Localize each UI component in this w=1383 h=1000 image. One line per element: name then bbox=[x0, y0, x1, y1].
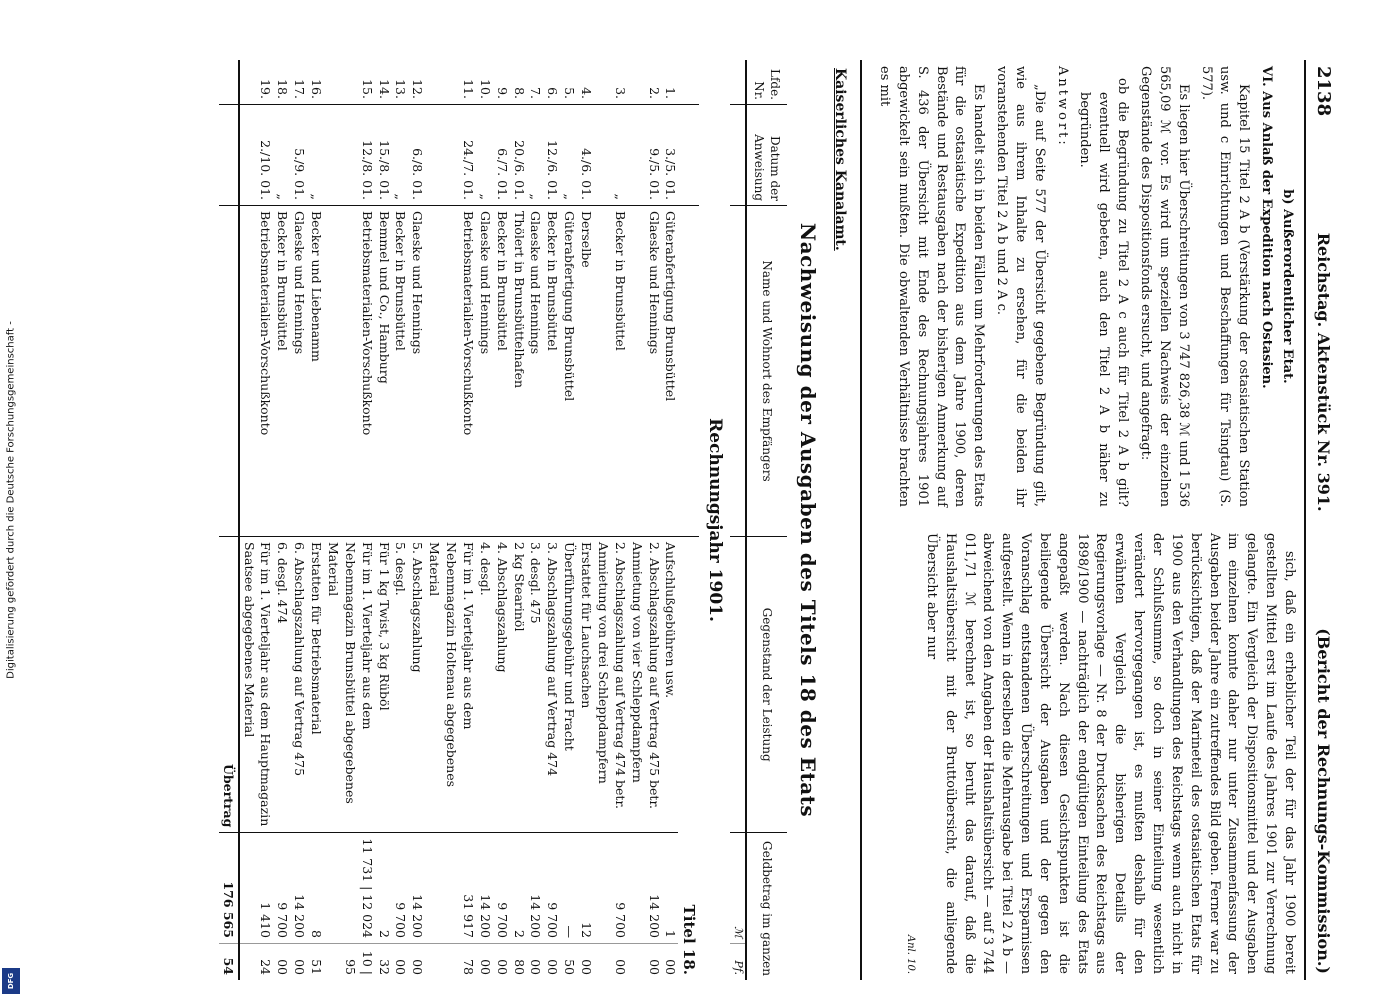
row-number: 19. bbox=[258, 79, 274, 99]
row-object: Erstatten für Betriebsmaterial bbox=[307, 537, 324, 833]
row-recipient: Glaeske und Hennings bbox=[527, 206, 544, 537]
row-number: 10. bbox=[477, 79, 493, 99]
section-title: b) Außerordentlicher Etat. bbox=[1279, 189, 1295, 384]
table-row bbox=[510, 60, 527, 980]
answer-label: Antwort: bbox=[1054, 66, 1070, 148]
row-recipient: Betriebsmaterialien-Vorschußkonto bbox=[324, 206, 375, 537]
question: ob die Begründung zu Titel 2 A c auch für Titel 2 A b gilt? eventuell wird gebeten, auch den Titel 2 A b näher zu begründen. bbox=[1077, 78, 1131, 507]
table-row bbox=[375, 60, 392, 980]
row-recipient: Betriebsmaterialien-Vorschußkonto bbox=[239, 206, 274, 537]
row-date: 24./7. 01. bbox=[425, 105, 476, 206]
table-row bbox=[408, 60, 425, 980]
row-date: „ bbox=[527, 105, 544, 206]
row-pfennig: 00 bbox=[527, 944, 544, 981]
sidebar bbox=[0, 0, 22, 1000]
row-pfennig: 00 bbox=[392, 944, 409, 981]
row-number: 3. bbox=[612, 87, 628, 99]
row-number: 1. bbox=[663, 87, 679, 99]
row-object: 6. desgl. 474 bbox=[273, 537, 290, 833]
row-pfennig: 24 bbox=[239, 944, 274, 981]
row-date: „ bbox=[392, 105, 409, 206]
margin-note: Anl. 10. bbox=[905, 934, 917, 974]
text-columns bbox=[860, 60, 1304, 980]
table-row bbox=[290, 60, 307, 980]
row-amount: 31 917 bbox=[425, 833, 476, 944]
row-recipient: Güterabfertigung Brunsbüttel bbox=[560, 206, 577, 537]
table-row bbox=[425, 60, 476, 980]
table-body bbox=[239, 60, 746, 980]
table-row bbox=[527, 60, 544, 980]
row-recipient: Becker und Liebenamm bbox=[307, 206, 324, 537]
row-number: 2. bbox=[646, 87, 662, 99]
row-number: 6. bbox=[545, 87, 561, 99]
row-pfennig: 00 bbox=[493, 944, 510, 981]
header-subtitle: (Bericht der Rechnungs-Kommission.) bbox=[1314, 628, 1333, 974]
authority-heading: Kaiserliches Kanalamt. bbox=[832, 68, 849, 251]
row-number: 5. bbox=[562, 87, 578, 99]
paragraph: „Die auf Seite 577 der Übersicht gegebene Begründung gilt, wie aus ihrem Inhalte zu ersehen, für die beiden ihr voranstehenden Titel 2 A b und 2 A c. bbox=[994, 66, 1047, 507]
page-header bbox=[1304, 60, 1340, 980]
total-amount: 176 565 bbox=[219, 833, 239, 944]
row-amount: 2 bbox=[510, 833, 527, 944]
total-pf: 54 bbox=[219, 944, 239, 981]
row-pfennig: 00 bbox=[290, 944, 307, 981]
row-date: 6./7. 01. bbox=[493, 105, 510, 206]
row-number: 14. bbox=[376, 79, 392, 99]
row-date: „ bbox=[560, 105, 577, 206]
page-number: 2138 bbox=[1313, 66, 1334, 117]
row-object: Erstattet für Lauchsachen bbox=[577, 537, 594, 833]
row-amount: 14 200 bbox=[408, 833, 425, 944]
row-pfennig: 50 bbox=[560, 944, 577, 981]
row-amount: 9 700 bbox=[392, 833, 409, 944]
row-recipient: Derselbe bbox=[577, 206, 594, 537]
row-date: 4./6. 01. bbox=[577, 105, 594, 206]
col-header-nr: Lfde. Nr. bbox=[746, 60, 787, 105]
paragraph: sich, daß ein erheblicher Teil der für das Jahr 1900 bereit gestellten Mittel erst im Laufe des Jahres 1901 zur Verrechnung gelangte. Ein Vergleich der Dispositionsmittel und der Ausgaben im einzelnen konnte daher nur unter Zusammenfassung der Ausgaben beider Jahre ein zutreffendes Bild geben. Ferner war zu berücksichtigen, daß der Marineteil des ostasiatischen Etats für 1900 aus den Verhandlungen des Reichstags wenn auch nicht in der Schlußsumme, so doch in seiner Einteilung wesentlich verändert hervorgegangen ist, es mußten deshalb für den erwähnten Vergleich die bisherigen Detaills der Regierungsvorlage — Nr. 8 der Drucksachen des Reichstags aus 1898/1900 — nachträglich der endgültigen Einteilung des Etats angepaßt werden. Nach diesen Gesichtspunkten ist die beiliegende Übersicht der Ausgaben und der gegen den Voranschlag entstandenen Überschreitungen und Ersparnissen aufgestellt. Wenn in derselben die Mehrausgabe bei Titel 2 A b — abweichend von den Angaben der Haushaltsübersicht — auf 3 744 011,71 ℳ berechnet ist, so beruht das darauf, daß die Haushaltsübersicht mit der Bruttoübersicht, die anliegende Übersicht aber nur bbox=[923, 533, 1297, 974]
row-date: „ bbox=[273, 105, 290, 206]
row-number: 7. bbox=[528, 87, 544, 99]
row-amount: 1 bbox=[662, 833, 679, 944]
row-date: 12./8. 01. bbox=[324, 105, 375, 206]
row-amount: 14 200 bbox=[290, 833, 307, 944]
row-pfennig: 10 | 95 bbox=[324, 944, 375, 981]
row-amount: 14 200 bbox=[527, 833, 544, 944]
year-label: Rechnungsjahr 1901. bbox=[704, 418, 725, 622]
row-object: 5. Abschlagszahlung bbox=[408, 537, 425, 833]
row-pfennig: 00 bbox=[662, 944, 679, 981]
row-amount: 14 200 bbox=[628, 833, 662, 944]
row-object: 3. desgl. 475 bbox=[527, 537, 544, 833]
table-row bbox=[662, 60, 679, 980]
table-row bbox=[476, 60, 493, 980]
row-number: 18. bbox=[275, 79, 291, 99]
row-date: 9./5. 01. bbox=[628, 105, 662, 206]
row-object: 4. Abschlagszahlung bbox=[493, 537, 510, 833]
row-amount: 9 700 bbox=[543, 833, 560, 944]
table-row bbox=[239, 60, 274, 980]
row-pfennig: 00 bbox=[628, 944, 662, 981]
row-number: 4. bbox=[579, 87, 595, 99]
table-row bbox=[577, 60, 594, 980]
table-title: Nachweisung der Ausgaben des Titels 18 des Etats bbox=[795, 222, 820, 818]
row-amount: 9 700 bbox=[594, 833, 628, 944]
row-recipient: Glaeske und Hennings bbox=[290, 206, 307, 537]
row-amount: 14 200 bbox=[476, 833, 493, 944]
row-number: 17. bbox=[292, 79, 308, 99]
paragraph: Es liegen hier Überschreitungen von 3 747 826,38 ℳ und 1 536 565,09 ℳ vor. Es wird um speziellen Nachweis der einzelnen Gegenstände des Dispositionsfonds ersucht, und angefragt: bbox=[1138, 66, 1191, 507]
row-object: Für im 1. Vierteljahr aus dem Nebenmagazin Brunsbüttel abgegebenes Material bbox=[324, 537, 375, 833]
row-date: 5./9. 01. bbox=[290, 105, 307, 206]
digitization-credit: Digitalisierung gefördert durch die Deutsche Forschungsgemeinschaft - bbox=[5, 321, 17, 679]
table-row bbox=[628, 60, 662, 980]
row-object: Für 1 kg Twist, 3 kg Rüböl bbox=[375, 537, 392, 833]
row-amount: 11 731 | 12 024 bbox=[324, 833, 375, 944]
row-number: 9. bbox=[494, 87, 510, 99]
header-title: Reichstag. Aktenstück Nr. 391. bbox=[1314, 232, 1333, 512]
col-header-date: Datum der Anweisung bbox=[746, 105, 787, 206]
row-pfennig: 00 bbox=[408, 944, 425, 981]
table-row bbox=[543, 60, 560, 980]
row-number: 16. bbox=[309, 79, 325, 99]
row-date: 20./6. 01. bbox=[510, 105, 527, 206]
row-recipient: Becker in Brunsbüttel bbox=[543, 206, 560, 537]
table-row bbox=[594, 60, 628, 980]
row-object: Aufschlußgebühren usw. bbox=[662, 537, 679, 833]
row-date: „ bbox=[594, 105, 628, 206]
total-row bbox=[219, 60, 239, 980]
col-header-object: Gegenstand der Leistung bbox=[746, 537, 787, 833]
row-amount: 9 700 bbox=[493, 833, 510, 944]
row-recipient: Güterabfertigung Brunsbüttel bbox=[662, 206, 679, 537]
row-object: 3. Abschlagszahlung auf Vertrag 474 bbox=[543, 537, 560, 833]
titel-row bbox=[678, 60, 698, 980]
table-row bbox=[560, 60, 577, 980]
row-object: Überführungsgebühr und Fracht bbox=[560, 537, 577, 833]
subsection-title: VI. Aus Anlaß der Expedition nach Ostasien. bbox=[1259, 66, 1275, 389]
row-amount: 1 410 bbox=[239, 833, 274, 944]
titel-label: Titel 18. bbox=[678, 537, 698, 981]
row-date: 2./10. 01. bbox=[239, 105, 274, 206]
col-header-amount: Geldbetrag im ganzen bbox=[746, 833, 787, 980]
row-object: 2 kg Stearinöl bbox=[510, 537, 527, 833]
row-date: „ bbox=[476, 105, 493, 206]
kapitel-line: Kapitel 15 Titel 2 A b (Verstärkung der ostasiatischen Station usw. und c Einrichtungen und Beschaffungen für Tsingtau) (S. 577). bbox=[1198, 66, 1252, 507]
row-amount: 9 700 bbox=[273, 833, 290, 944]
scanned-page-area bbox=[60, 50, 1360, 990]
table-row bbox=[273, 60, 290, 980]
row-object: 2. Abschlagszahlung auf Vertrag 474 betr. Anmietung von drei Schleppdampfern bbox=[594, 537, 628, 833]
expenditure-table bbox=[219, 60, 787, 980]
row-date: 3./5. 01. bbox=[662, 105, 679, 206]
row-recipient: Glaeske und Hennings bbox=[476, 206, 493, 537]
row-pfennig: 00 bbox=[273, 944, 290, 981]
row-recipient: Glaeske und Hennings bbox=[628, 206, 662, 537]
right-column bbox=[870, 533, 1298, 974]
row-recipient: Becker in Brunsbüttel bbox=[273, 206, 290, 537]
row-object: 4. desgl. bbox=[476, 537, 493, 833]
row-number: 15. bbox=[359, 79, 375, 99]
row-date: 15./8. 01. bbox=[375, 105, 392, 206]
row-object: Für im 1. Vierteljahr aus dem Hauptmagazin Saatsee abgegebenes Material bbox=[239, 537, 274, 833]
row-recipient: Betriebsmaterialien-Vorschußkonto bbox=[425, 206, 476, 537]
paragraph: Es handelt sich in beiden Fällen um Mehrforderungen des Etats für die ostasiatische Expedition aus dem Jahre 1900, deren Bestände und Restausgaben nach der bisherigen Anmerkung auf S. 436 der Übersicht mit Ende des Rechnungsjahres 1901 abgewickelt sein mußten. Die obwaltenden Verhältnisse brachten es mit bbox=[877, 66, 987, 507]
row-pfennig: 00 bbox=[476, 944, 493, 981]
row-pfennig: 51 bbox=[307, 944, 324, 981]
table-header-row bbox=[746, 60, 787, 980]
unit-mark: ℳ bbox=[730, 833, 746, 944]
row-object: 6. Abschlagszahlung auf Vertrag 475 bbox=[290, 537, 307, 833]
row-number: 12. bbox=[410, 79, 426, 99]
row-date: 6./8. 01. bbox=[408, 105, 425, 206]
row-amount: — bbox=[560, 833, 577, 944]
row-pfennig: 80 bbox=[510, 944, 527, 981]
table-row bbox=[392, 60, 409, 980]
row-date: „ bbox=[307, 105, 324, 206]
row-pfennig: 78 bbox=[425, 944, 476, 981]
row-object: Für im 1. Vierteljahr aus dem Nebenmagazin Holtenau abgegebenes Material bbox=[425, 537, 476, 833]
row-recipient: Becker in Brunsbüttel bbox=[392, 206, 409, 537]
row-pfennig: 32 bbox=[375, 944, 392, 981]
row-recipient: Glaeske und Hennings bbox=[408, 206, 425, 537]
total-label: Übertrag bbox=[219, 537, 239, 833]
row-number: 8. bbox=[511, 87, 527, 99]
table-row bbox=[493, 60, 510, 980]
row-date: 12./6. 01. bbox=[543, 105, 560, 206]
row-amount: 12 bbox=[577, 833, 594, 944]
row-number: 11. bbox=[460, 79, 476, 99]
row-recipient: Bemmel und Co., Hamburg bbox=[375, 206, 392, 537]
row-amount: 8 bbox=[307, 833, 324, 944]
unit-row bbox=[730, 60, 746, 980]
dfg-logo: DFG bbox=[2, 968, 20, 994]
table-row bbox=[307, 60, 324, 980]
pf-mark: Pf. bbox=[730, 944, 746, 981]
row-pfennig: 00 bbox=[577, 944, 594, 981]
col-header-name: Name und Wohnort des Empfängers bbox=[746, 206, 787, 537]
row-recipient: Becker in Brunsbüttel bbox=[594, 206, 628, 537]
row-object: 2. Abschlagszahlung auf Vertrag 475 betr. Anmietung von vier Schleppdampfern bbox=[628, 537, 662, 833]
row-number: 13. bbox=[393, 79, 409, 99]
row-recipient: Becker in Brunsbüttel bbox=[493, 206, 510, 537]
row-pfennig: 00 bbox=[594, 944, 628, 981]
row-amount: 2 bbox=[375, 833, 392, 944]
row-recipient: Thölert in Brunsbüttelhafen bbox=[510, 206, 527, 537]
left-column bbox=[870, 66, 1298, 507]
row-object: 5. desgl. bbox=[392, 537, 409, 833]
year-row bbox=[699, 60, 730, 980]
row-pfennig: 00 bbox=[543, 944, 560, 981]
table-row bbox=[324, 60, 375, 980]
document-page bbox=[80, 60, 1340, 980]
